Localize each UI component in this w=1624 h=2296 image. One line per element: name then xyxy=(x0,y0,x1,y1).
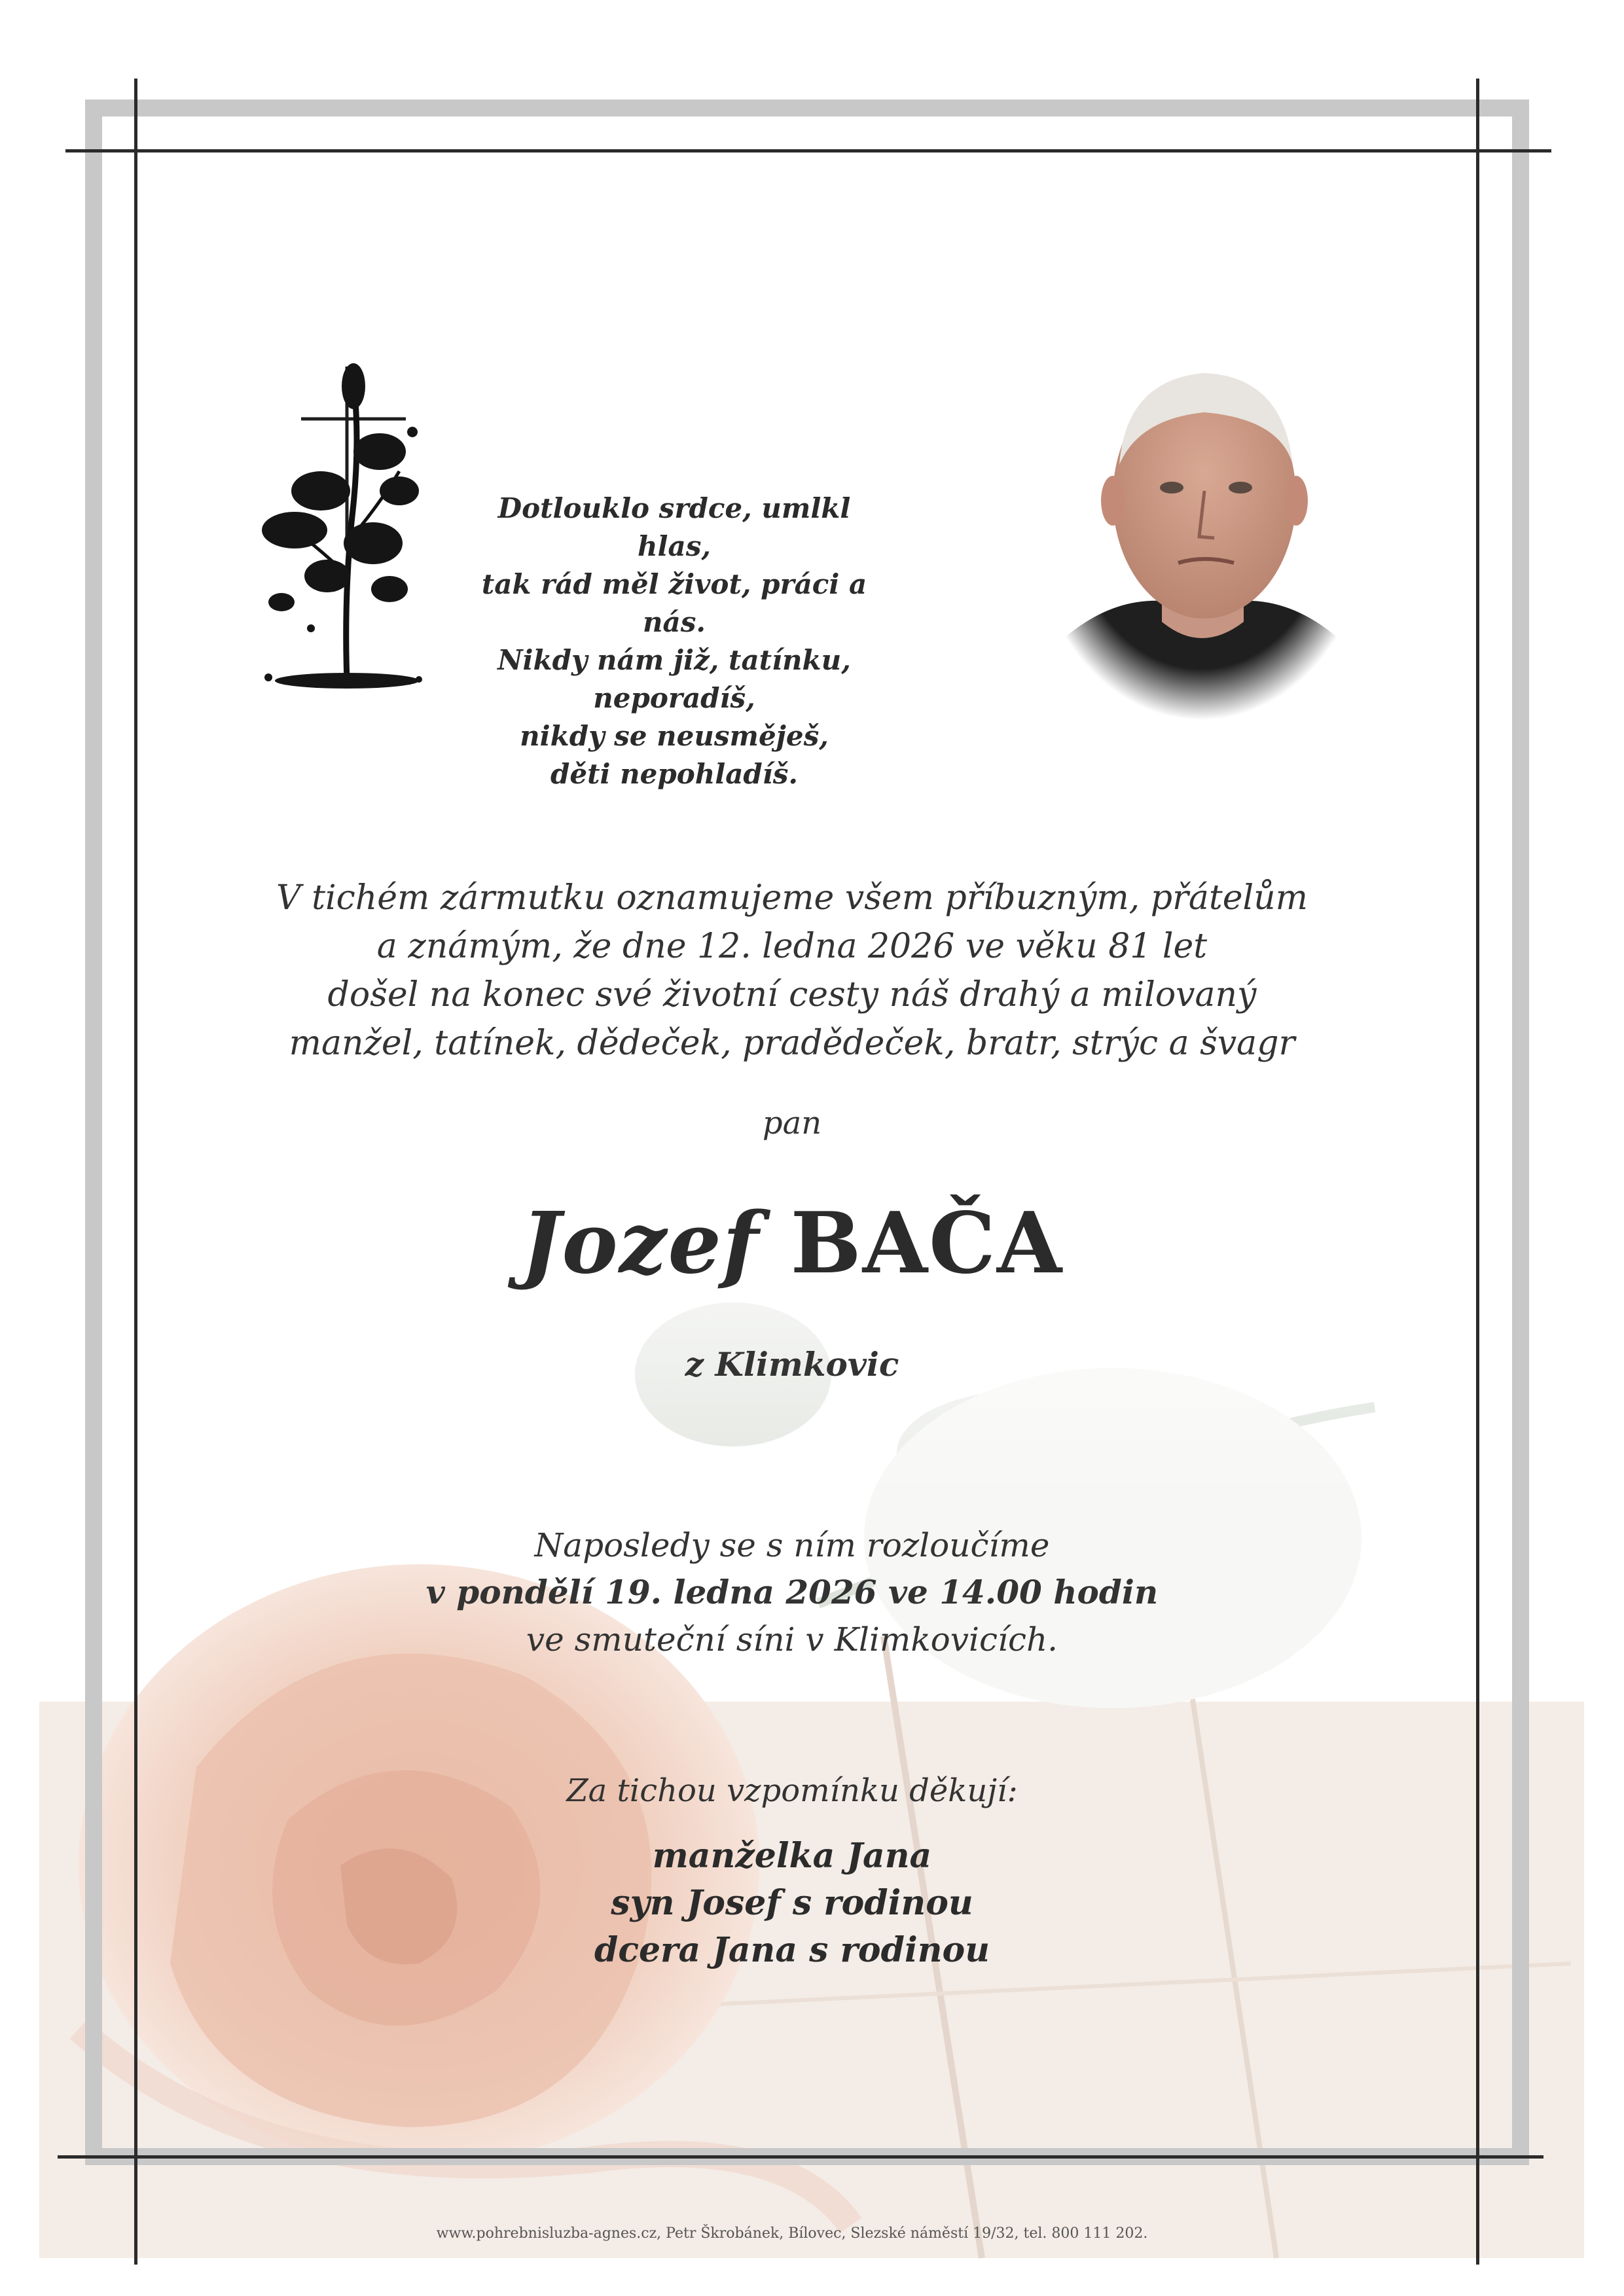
announcement xyxy=(262,874,1322,1067)
mourners-list xyxy=(458,1833,1126,1974)
poem-line: nikdy se neusměješ, xyxy=(520,720,829,752)
mourner: syn Josef s rodinou xyxy=(611,1883,973,1923)
origin: z Klimkovic xyxy=(685,1345,899,1384)
farewell-info xyxy=(327,1522,1257,1663)
surname: BAČA xyxy=(790,1194,1064,1293)
footer-contact: www.pohrebnisluzba-agnes.cz, Petr Škrobánek, Bílovec, Slezské náměstí 19/32, tel. 800 111 202. xyxy=(436,2225,1148,2242)
thanks-heading: Za tichou vzpomínku děkují: xyxy=(566,1772,1018,1809)
deceased-name xyxy=(458,1194,1126,1293)
mourner: dcera Jana s rodinou xyxy=(594,1930,990,1970)
poem xyxy=(471,490,877,793)
announcement-line: V tichém zármutku oznamujeme všem příbuzným, přátelům xyxy=(276,878,1308,918)
portrait-photo xyxy=(1047,347,1355,720)
poem-line: Nikdy nám již, tatínku, neporadíš, xyxy=(497,644,851,714)
farewell-line: Naposledy se s ním rozloučíme xyxy=(534,1526,1050,1564)
announcement-line: a známým, že dne 12. ledna 2026 ve věku 81 let xyxy=(376,927,1208,966)
mourner: manželka Jana xyxy=(652,1836,932,1876)
title-pan: pan xyxy=(762,1105,822,1141)
farewell-date: v pondělí 19. ledna 2026 ve 14.00 hodin xyxy=(425,1573,1159,1611)
tree-cross-icon xyxy=(249,340,445,707)
left-rule xyxy=(134,79,137,2265)
announcement-line: manžel, tatínek, dědeček, pradědeček, bratr, strýc a švagr xyxy=(289,1024,1295,1063)
bottom-rule xyxy=(58,2155,1543,2159)
top-rule xyxy=(65,149,1551,152)
poem-line: děti nepohladíš. xyxy=(550,758,798,790)
poem-line: tak rád měl život, práci a nás. xyxy=(481,568,867,638)
first-name: Jozef xyxy=(520,1194,760,1293)
right-rule xyxy=(1476,79,1479,2265)
farewell-place: ve smuteční síni v Klimkovicích. xyxy=(526,1621,1058,1659)
announcement-line: došel na konec své životní cesty náš drahý a milovaný xyxy=(327,975,1257,1014)
poem-line: Dotlouklo srdce, umlkl hlas, xyxy=(497,492,851,562)
